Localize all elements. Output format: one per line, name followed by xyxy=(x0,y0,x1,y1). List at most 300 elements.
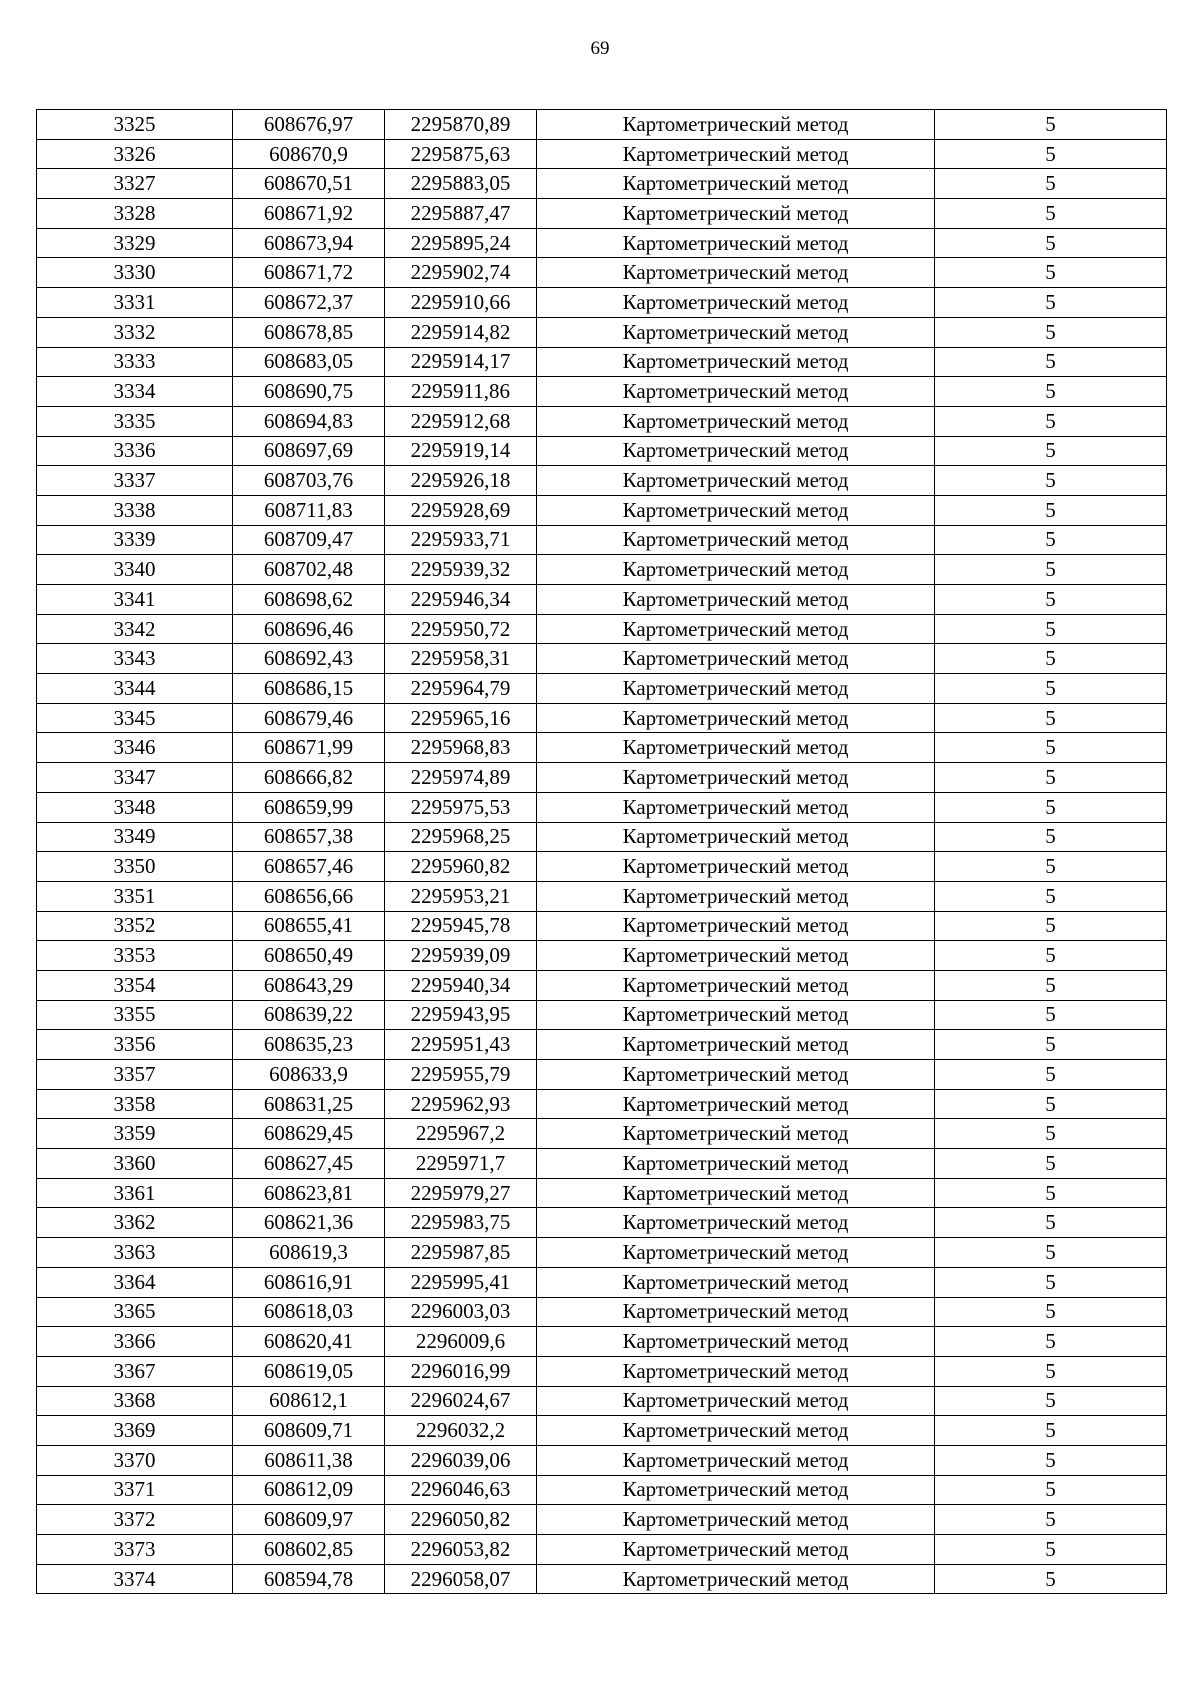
point-number-cell: 3337 xyxy=(37,466,233,496)
x-coordinate-cell: 608671,72 xyxy=(233,258,385,288)
y-coordinate-cell: 2295912,68 xyxy=(385,406,537,436)
point-number-cell: 3348 xyxy=(37,792,233,822)
y-coordinate-cell: 2295958,31 xyxy=(385,644,537,674)
method-cell: Картометрический метод xyxy=(537,317,935,347)
y-coordinate-cell: 2295960,82 xyxy=(385,852,537,882)
method-cell: Картометрический метод xyxy=(537,1119,935,1149)
table-row xyxy=(37,674,1167,704)
method-cell: Картометрический метод xyxy=(537,1238,935,1268)
table-row xyxy=(37,614,1167,644)
y-coordinate-cell: 2295914,17 xyxy=(385,347,537,377)
y-coordinate-cell: 2295883,05 xyxy=(385,169,537,199)
x-coordinate-cell: 608620,41 xyxy=(233,1327,385,1357)
y-coordinate-cell: 2295967,2 xyxy=(385,1119,537,1149)
x-coordinate-cell: 608619,3 xyxy=(233,1238,385,1268)
table-row xyxy=(37,1267,1167,1297)
y-coordinate-cell: 2296032,2 xyxy=(385,1416,537,1446)
method-cell: Картометрический метод xyxy=(537,1505,935,1535)
coordinates-table xyxy=(36,109,1167,1594)
accuracy-cell: 5 xyxy=(935,1267,1167,1297)
point-number-cell: 3371 xyxy=(37,1475,233,1505)
y-coordinate-cell: 2295950,72 xyxy=(385,614,537,644)
x-coordinate-cell: 608655,41 xyxy=(233,911,385,941)
accuracy-cell: 5 xyxy=(935,1445,1167,1475)
point-number-cell: 3332 xyxy=(37,317,233,347)
point-number-cell: 3368 xyxy=(37,1386,233,1416)
point-number-cell: 3329 xyxy=(37,228,233,258)
table-row xyxy=(37,1327,1167,1357)
point-number-cell: 3357 xyxy=(37,1060,233,1090)
x-coordinate-cell: 608670,9 xyxy=(233,139,385,169)
x-coordinate-cell: 608594,78 xyxy=(233,1564,385,1594)
method-cell: Картометрический метод xyxy=(537,614,935,644)
y-coordinate-cell: 2295887,47 xyxy=(385,199,537,229)
y-coordinate-cell: 2296053,82 xyxy=(385,1535,537,1565)
method-cell: Картометрический метод xyxy=(537,1030,935,1060)
y-coordinate-cell: 2295964,79 xyxy=(385,674,537,704)
x-coordinate-cell: 608657,38 xyxy=(233,822,385,852)
point-number-cell: 3359 xyxy=(37,1119,233,1149)
y-coordinate-cell: 2295895,24 xyxy=(385,228,537,258)
x-coordinate-cell: 608609,71 xyxy=(233,1416,385,1446)
point-number-cell: 3354 xyxy=(37,970,233,1000)
table-row xyxy=(37,495,1167,525)
point-number-cell: 3356 xyxy=(37,1030,233,1060)
table-row xyxy=(37,139,1167,169)
y-coordinate-cell: 2295911,86 xyxy=(385,377,537,407)
point-number-cell: 3336 xyxy=(37,436,233,466)
y-coordinate-cell: 2295968,25 xyxy=(385,822,537,852)
point-number-cell: 3341 xyxy=(37,585,233,615)
accuracy-cell: 5 xyxy=(935,1208,1167,1238)
accuracy-cell: 5 xyxy=(935,1327,1167,1357)
y-coordinate-cell: 2295902,74 xyxy=(385,258,537,288)
point-number-cell: 3351 xyxy=(37,881,233,911)
point-number-cell: 3335 xyxy=(37,406,233,436)
x-coordinate-cell: 608679,46 xyxy=(233,703,385,733)
method-cell: Картометрический метод xyxy=(537,139,935,169)
table-row xyxy=(37,288,1167,318)
point-number-cell: 3333 xyxy=(37,347,233,377)
method-cell: Картометрический метод xyxy=(537,347,935,377)
y-coordinate-cell: 2295940,34 xyxy=(385,970,537,1000)
table-row xyxy=(37,1149,1167,1179)
x-coordinate-cell: 608621,36 xyxy=(233,1208,385,1238)
method-cell: Картометрический метод xyxy=(537,970,935,1000)
y-coordinate-cell: 2295968,83 xyxy=(385,733,537,763)
accuracy-cell: 5 xyxy=(935,911,1167,941)
y-coordinate-cell: 2296046,63 xyxy=(385,1475,537,1505)
x-coordinate-cell: 608671,92 xyxy=(233,199,385,229)
method-cell: Картометрический метод xyxy=(537,1000,935,1030)
accuracy-cell: 5 xyxy=(935,377,1167,407)
x-coordinate-cell: 608678,85 xyxy=(233,317,385,347)
x-coordinate-cell: 608619,05 xyxy=(233,1356,385,1386)
method-cell: Картометрический метод xyxy=(537,228,935,258)
point-number-cell: 3362 xyxy=(37,1208,233,1238)
point-number-cell: 3353 xyxy=(37,941,233,971)
method-cell: Картометрический метод xyxy=(537,674,935,704)
method-cell: Картометрический метод xyxy=(537,911,935,941)
method-cell: Картометрический метод xyxy=(537,555,935,585)
table-row xyxy=(37,1535,1167,1565)
accuracy-cell: 5 xyxy=(935,1149,1167,1179)
table-row xyxy=(37,317,1167,347)
accuracy-cell: 5 xyxy=(935,1386,1167,1416)
table-row xyxy=(37,436,1167,466)
table-row xyxy=(37,792,1167,822)
method-cell: Картометрический метод xyxy=(537,644,935,674)
method-cell: Картометрический метод xyxy=(537,881,935,911)
table-row xyxy=(37,228,1167,258)
point-number-cell: 3328 xyxy=(37,199,233,229)
table-row xyxy=(37,555,1167,585)
y-coordinate-cell: 2295953,21 xyxy=(385,881,537,911)
accuracy-cell: 5 xyxy=(935,674,1167,704)
table-row xyxy=(37,258,1167,288)
point-number-cell: 3342 xyxy=(37,614,233,644)
y-coordinate-cell: 2295919,14 xyxy=(385,436,537,466)
accuracy-cell: 5 xyxy=(935,1297,1167,1327)
table-row xyxy=(37,1119,1167,1149)
method-cell: Картометрический метод xyxy=(537,733,935,763)
table-row xyxy=(37,1030,1167,1060)
table-row xyxy=(37,110,1167,140)
accuracy-cell: 5 xyxy=(935,822,1167,852)
method-cell: Картометрический метод xyxy=(537,1356,935,1386)
table-row xyxy=(37,822,1167,852)
accuracy-cell: 5 xyxy=(935,1178,1167,1208)
method-cell: Картометрический метод xyxy=(537,1564,935,1594)
x-coordinate-cell: 608602,85 xyxy=(233,1535,385,1565)
point-number-cell: 3350 xyxy=(37,852,233,882)
point-number-cell: 3327 xyxy=(37,169,233,199)
x-coordinate-cell: 608683,05 xyxy=(233,347,385,377)
y-coordinate-cell: 2295943,95 xyxy=(385,1000,537,1030)
y-coordinate-cell: 2296024,67 xyxy=(385,1386,537,1416)
point-number-cell: 3360 xyxy=(37,1149,233,1179)
point-number-cell: 3343 xyxy=(37,644,233,674)
table-row xyxy=(37,1356,1167,1386)
table-row xyxy=(37,377,1167,407)
table-row xyxy=(37,1238,1167,1268)
accuracy-cell: 5 xyxy=(935,614,1167,644)
x-coordinate-cell: 608694,83 xyxy=(233,406,385,436)
table-row xyxy=(37,199,1167,229)
method-cell: Картометрический метод xyxy=(537,1475,935,1505)
method-cell: Картометрический метод xyxy=(537,1060,935,1090)
method-cell: Картометрический метод xyxy=(537,110,935,140)
table-row xyxy=(37,406,1167,436)
y-coordinate-cell: 2296050,82 xyxy=(385,1505,537,1535)
x-coordinate-cell: 608676,97 xyxy=(233,110,385,140)
table-row xyxy=(37,466,1167,496)
x-coordinate-cell: 608616,91 xyxy=(233,1267,385,1297)
y-coordinate-cell: 2296039,06 xyxy=(385,1445,537,1475)
point-number-cell: 3355 xyxy=(37,1000,233,1030)
x-coordinate-cell: 608672,37 xyxy=(233,288,385,318)
y-coordinate-cell: 2295951,43 xyxy=(385,1030,537,1060)
y-coordinate-cell: 2295971,7 xyxy=(385,1149,537,1179)
method-cell: Картометрический метод xyxy=(537,852,935,882)
y-coordinate-cell: 2295987,85 xyxy=(385,1238,537,1268)
table-row xyxy=(37,1505,1167,1535)
y-coordinate-cell: 2295983,75 xyxy=(385,1208,537,1238)
point-number-cell: 3347 xyxy=(37,763,233,793)
table-row xyxy=(37,1000,1167,1030)
accuracy-cell: 5 xyxy=(935,1475,1167,1505)
point-number-cell: 3334 xyxy=(37,377,233,407)
point-number-cell: 3352 xyxy=(37,911,233,941)
point-number-cell: 3346 xyxy=(37,733,233,763)
method-cell: Картометрический метод xyxy=(537,792,935,822)
method-cell: Картометрический метод xyxy=(537,495,935,525)
accuracy-cell: 5 xyxy=(935,555,1167,585)
accuracy-cell: 5 xyxy=(935,763,1167,793)
method-cell: Картометрический метод xyxy=(537,1386,935,1416)
accuracy-cell: 5 xyxy=(935,1030,1167,1060)
table-row xyxy=(37,911,1167,941)
y-coordinate-cell: 2295933,71 xyxy=(385,525,537,555)
accuracy-cell: 5 xyxy=(935,1535,1167,1565)
x-coordinate-cell: 608612,09 xyxy=(233,1475,385,1505)
table-row xyxy=(37,763,1167,793)
x-coordinate-cell: 608659,99 xyxy=(233,792,385,822)
y-coordinate-cell: 2296016,99 xyxy=(385,1356,537,1386)
accuracy-cell: 5 xyxy=(935,1000,1167,1030)
accuracy-cell: 5 xyxy=(935,525,1167,555)
y-coordinate-cell: 2295955,79 xyxy=(385,1060,537,1090)
accuracy-cell: 5 xyxy=(935,288,1167,318)
method-cell: Картометрический метод xyxy=(537,941,935,971)
point-number-cell: 3338 xyxy=(37,495,233,525)
point-number-cell: 3326 xyxy=(37,139,233,169)
y-coordinate-cell: 2295945,78 xyxy=(385,911,537,941)
y-coordinate-cell: 2295962,93 xyxy=(385,1089,537,1119)
y-coordinate-cell: 2295939,09 xyxy=(385,941,537,971)
accuracy-cell: 5 xyxy=(935,1505,1167,1535)
table-row xyxy=(37,1297,1167,1327)
x-coordinate-cell: 608618,03 xyxy=(233,1297,385,1327)
point-number-cell: 3365 xyxy=(37,1297,233,1327)
point-number-cell: 3372 xyxy=(37,1505,233,1535)
accuracy-cell: 5 xyxy=(935,733,1167,763)
accuracy-cell: 5 xyxy=(935,199,1167,229)
method-cell: Картометрический метод xyxy=(537,525,935,555)
point-number-cell: 3367 xyxy=(37,1356,233,1386)
x-coordinate-cell: 608633,9 xyxy=(233,1060,385,1090)
x-coordinate-cell: 608711,83 xyxy=(233,495,385,525)
table-row xyxy=(37,733,1167,763)
x-coordinate-cell: 608643,29 xyxy=(233,970,385,1000)
x-coordinate-cell: 608611,38 xyxy=(233,1445,385,1475)
x-coordinate-cell: 608609,97 xyxy=(233,1505,385,1535)
accuracy-cell: 5 xyxy=(935,110,1167,140)
table-row xyxy=(37,585,1167,615)
table-row xyxy=(37,1445,1167,1475)
y-coordinate-cell: 2295875,63 xyxy=(385,139,537,169)
method-cell: Картометрический метод xyxy=(537,1416,935,1446)
x-coordinate-cell: 608686,15 xyxy=(233,674,385,704)
x-coordinate-cell: 608666,82 xyxy=(233,763,385,793)
point-number-cell: 3345 xyxy=(37,703,233,733)
point-number-cell: 3364 xyxy=(37,1267,233,1297)
accuracy-cell: 5 xyxy=(935,317,1167,347)
y-coordinate-cell: 2295926,18 xyxy=(385,466,537,496)
accuracy-cell: 5 xyxy=(935,703,1167,733)
x-coordinate-cell: 608673,94 xyxy=(233,228,385,258)
point-number-cell: 3370 xyxy=(37,1445,233,1475)
method-cell: Картометрический метод xyxy=(537,585,935,615)
x-coordinate-cell: 608631,25 xyxy=(233,1089,385,1119)
x-coordinate-cell: 608690,75 xyxy=(233,377,385,407)
table-row xyxy=(37,644,1167,674)
x-coordinate-cell: 608671,99 xyxy=(233,733,385,763)
point-number-cell: 3325 xyxy=(37,110,233,140)
y-coordinate-cell: 2295928,69 xyxy=(385,495,537,525)
accuracy-cell: 5 xyxy=(935,347,1167,377)
x-coordinate-cell: 608650,49 xyxy=(233,941,385,971)
page-number: 69 xyxy=(590,38,610,59)
x-coordinate-cell: 608639,22 xyxy=(233,1000,385,1030)
accuracy-cell: 5 xyxy=(935,1089,1167,1119)
y-coordinate-cell: 2296058,07 xyxy=(385,1564,537,1594)
point-number-cell: 3369 xyxy=(37,1416,233,1446)
x-coordinate-cell: 608696,46 xyxy=(233,614,385,644)
method-cell: Картометрический метод xyxy=(537,822,935,852)
table-row xyxy=(37,1475,1167,1505)
table-row xyxy=(37,1089,1167,1119)
accuracy-cell: 5 xyxy=(935,1564,1167,1594)
method-cell: Картометрический метод xyxy=(537,1535,935,1565)
table-row xyxy=(37,1178,1167,1208)
accuracy-cell: 5 xyxy=(935,1060,1167,1090)
accuracy-cell: 5 xyxy=(935,1238,1167,1268)
accuracy-cell: 5 xyxy=(935,792,1167,822)
x-coordinate-cell: 608612,1 xyxy=(233,1386,385,1416)
point-number-cell: 3361 xyxy=(37,1178,233,1208)
x-coordinate-cell: 608635,23 xyxy=(233,1030,385,1060)
point-number-cell: 3331 xyxy=(37,288,233,318)
accuracy-cell: 5 xyxy=(935,970,1167,1000)
y-coordinate-cell: 2295995,41 xyxy=(385,1267,537,1297)
table-row xyxy=(37,169,1167,199)
y-coordinate-cell: 2295965,16 xyxy=(385,703,537,733)
x-coordinate-cell: 608703,76 xyxy=(233,466,385,496)
x-coordinate-cell: 608656,66 xyxy=(233,881,385,911)
y-coordinate-cell: 2296003,03 xyxy=(385,1297,537,1327)
accuracy-cell: 5 xyxy=(935,436,1167,466)
method-cell: Картометрический метод xyxy=(537,1297,935,1327)
x-coordinate-cell: 608627,45 xyxy=(233,1149,385,1179)
table-row xyxy=(37,970,1167,1000)
method-cell: Картометрический метод xyxy=(537,258,935,288)
accuracy-cell: 5 xyxy=(935,1416,1167,1446)
accuracy-cell: 5 xyxy=(935,941,1167,971)
method-cell: Картометрический метод xyxy=(537,1445,935,1475)
method-cell: Картометрический метод xyxy=(537,377,935,407)
table-row xyxy=(37,1564,1167,1594)
accuracy-cell: 5 xyxy=(935,139,1167,169)
point-number-cell: 3330 xyxy=(37,258,233,288)
table-row xyxy=(37,1416,1167,1446)
y-coordinate-cell: 2295974,89 xyxy=(385,763,537,793)
method-cell: Картометрический метод xyxy=(537,169,935,199)
x-coordinate-cell: 608629,45 xyxy=(233,1119,385,1149)
x-coordinate-cell: 608702,48 xyxy=(233,555,385,585)
point-number-cell: 3349 xyxy=(37,822,233,852)
table-row xyxy=(37,852,1167,882)
table-body xyxy=(37,110,1167,1594)
point-number-cell: 3373 xyxy=(37,1535,233,1565)
y-coordinate-cell: 2296009,6 xyxy=(385,1327,537,1357)
y-coordinate-cell: 2295946,34 xyxy=(385,585,537,615)
x-coordinate-cell: 608623,81 xyxy=(233,1178,385,1208)
x-coordinate-cell: 608657,46 xyxy=(233,852,385,882)
y-coordinate-cell: 2295939,32 xyxy=(385,555,537,585)
y-coordinate-cell: 2295870,89 xyxy=(385,110,537,140)
accuracy-cell: 5 xyxy=(935,169,1167,199)
accuracy-cell: 5 xyxy=(935,406,1167,436)
y-coordinate-cell: 2295975,53 xyxy=(385,792,537,822)
method-cell: Картометрический метод xyxy=(537,1178,935,1208)
y-coordinate-cell: 2295910,66 xyxy=(385,288,537,318)
point-number-cell: 3358 xyxy=(37,1089,233,1119)
accuracy-cell: 5 xyxy=(935,585,1167,615)
point-number-cell: 3366 xyxy=(37,1327,233,1357)
table-row xyxy=(37,347,1167,377)
method-cell: Картометрический метод xyxy=(537,1327,935,1357)
accuracy-cell: 5 xyxy=(935,881,1167,911)
accuracy-cell: 5 xyxy=(935,852,1167,882)
table-row xyxy=(37,1208,1167,1238)
table-row xyxy=(37,525,1167,555)
method-cell: Картометрический метод xyxy=(537,703,935,733)
accuracy-cell: 5 xyxy=(935,466,1167,496)
y-coordinate-cell: 2295914,82 xyxy=(385,317,537,347)
method-cell: Картометрический метод xyxy=(537,199,935,229)
point-number-cell: 3340 xyxy=(37,555,233,585)
method-cell: Картометрический метод xyxy=(537,436,935,466)
point-number-cell: 3363 xyxy=(37,1238,233,1268)
accuracy-cell: 5 xyxy=(935,644,1167,674)
method-cell: Картометрический метод xyxy=(537,1208,935,1238)
method-cell: Картометрический метод xyxy=(537,1149,935,1179)
y-coordinate-cell: 2295979,27 xyxy=(385,1178,537,1208)
x-coordinate-cell: 608697,69 xyxy=(233,436,385,466)
accuracy-cell: 5 xyxy=(935,1356,1167,1386)
table-row xyxy=(37,703,1167,733)
x-coordinate-cell: 608709,47 xyxy=(233,525,385,555)
method-cell: Картометрический метод xyxy=(537,466,935,496)
point-number-cell: 3344 xyxy=(37,674,233,704)
accuracy-cell: 5 xyxy=(935,228,1167,258)
method-cell: Картометрический метод xyxy=(537,288,935,318)
accuracy-cell: 5 xyxy=(935,258,1167,288)
accuracy-cell: 5 xyxy=(935,1119,1167,1149)
method-cell: Картометрический метод xyxy=(537,763,935,793)
point-number-cell: 3374 xyxy=(37,1564,233,1594)
method-cell: Картометрический метод xyxy=(537,1089,935,1119)
point-number-cell: 3339 xyxy=(37,525,233,555)
x-coordinate-cell: 608698,62 xyxy=(233,585,385,615)
x-coordinate-cell: 608670,51 xyxy=(233,169,385,199)
table-row xyxy=(37,941,1167,971)
accuracy-cell: 5 xyxy=(935,495,1167,525)
x-coordinate-cell: 608692,43 xyxy=(233,644,385,674)
method-cell: Картометрический метод xyxy=(537,1267,935,1297)
table-row xyxy=(37,1386,1167,1416)
